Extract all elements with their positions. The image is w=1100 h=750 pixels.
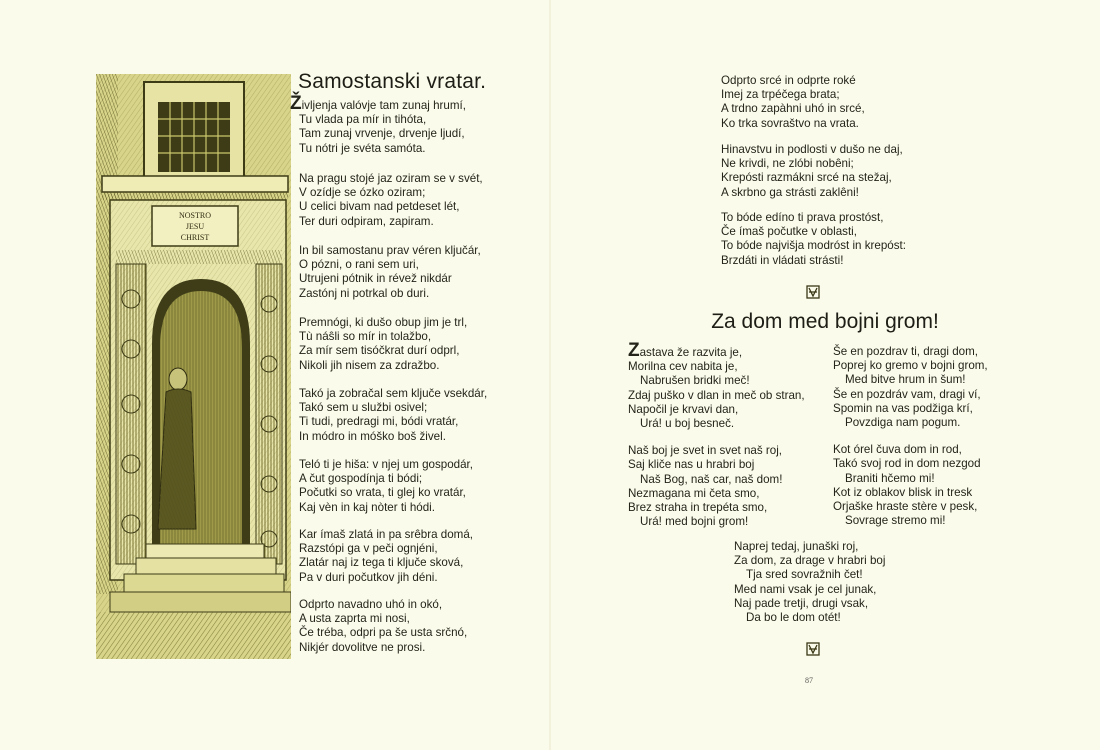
poem-line: Naj pade tretji, drugi vsak,	[734, 596, 869, 610]
poem-line: Nikjér dovolitve ne prosi.	[299, 640, 426, 654]
poem-line: O pózni, o rani sem uri,	[299, 258, 419, 272]
poem-line: In módro in móško boš živel.	[299, 429, 446, 443]
poem-line: Odprto navadno uhó in okó,	[299, 598, 443, 611]
poem-final-stanza	[734, 540, 885, 625]
inscription-line-3: CHRIST	[180, 233, 210, 242]
poem-line: Zastónj ni potrkal ob duri.	[299, 286, 430, 300]
right-top-stanza-1	[721, 74, 865, 131]
poem-line: Razstópi ga v peči ognjéni,	[299, 542, 438, 556]
poem-line: Kaj vèn in kaj nòter ti hódi.	[299, 500, 435, 514]
stanza	[833, 443, 988, 528]
poem-line: Takó sem u službi osivel;	[299, 401, 428, 415]
drop-cap: Z	[628, 340, 640, 361]
poem-line: To bóde edíno ti prava prostóst,	[721, 211, 884, 224]
poem-line: Kot órel čuva dom in rod,	[833, 443, 962, 457]
poem-line: Še en pozdráv vam, dragi ví,	[833, 387, 981, 401]
poem-line: Nabrušen bridki meč!	[640, 374, 750, 388]
right-top-stanza-2	[721, 143, 903, 200]
left-stanza-4	[299, 316, 467, 373]
left-stanza-1	[290, 93, 466, 156]
poem-line-text: ivljenja valóvje tam zunaj hrumí,	[301, 99, 466, 112]
poem-line: Odprto srcé in odprte roké	[721, 74, 856, 87]
poem-line: Če tréba, odpri pa še usta srčnó,	[299, 626, 468, 640]
poem-line: Za dom, za drage v hrabri boj	[734, 554, 886, 568]
poem-line: Spomin na vas podžiga krí,	[833, 401, 973, 415]
ornament-icon	[806, 642, 820, 656]
poem-column-right	[833, 345, 988, 528]
inscription-line-2: JESU	[185, 222, 205, 231]
poem-line: To bóde najvišja modróst in krepóst:	[721, 239, 906, 253]
stanza	[628, 444, 805, 529]
poem-line: A čut gospodínja ti bódi;	[299, 472, 423, 486]
poem-line: Kot iz oblakov blisk in tresk	[833, 485, 973, 499]
poem-line: Ko trka sovraštvo na vrata.	[721, 116, 859, 130]
poem-line: Takó svoj rod in dom nezgod	[833, 457, 981, 471]
poem-line: Morilna cev nabita je,	[628, 360, 738, 374]
poem-line: Imej za trpéčega brata;	[721, 88, 840, 102]
poem-line	[290, 93, 466, 114]
drop-cap: Ž	[290, 93, 302, 114]
poem-line: Ti tudi, predragi mi, bódi vratár,	[299, 415, 459, 429]
ornament-icon	[806, 285, 820, 299]
poem-line: Poprej ko gremo v bojni grom,	[833, 359, 988, 373]
right-top-stanza-3	[721, 211, 906, 268]
stanza	[833, 345, 988, 430]
poem-line: Urá! med bojni grom!	[640, 515, 749, 529]
left-stanza-3	[299, 244, 481, 301]
poem-line: Tja sred sovražnih čet!	[746, 568, 863, 582]
left-stanza-6	[299, 458, 473, 515]
poem-line: U celici bivam nad petdeset lét,	[299, 200, 460, 214]
left-stanza-2	[299, 172, 483, 229]
poem-line: Brzdáti in vládati strásti!	[721, 253, 844, 267]
poem-line: Povzdiga nam pogum.	[845, 416, 961, 430]
poem-line-text: astava že razvita je,	[639, 346, 743, 359]
stanza	[628, 340, 805, 431]
poem-line: V ozídje se ózko oziram;	[299, 186, 426, 200]
poem-line: Saj kliče nas u hrabri boj	[628, 458, 755, 472]
poem-line: Med nami vsak je cel junak,	[734, 582, 877, 596]
poem-line: Naš Bog, naš car, naš dom!	[640, 472, 783, 486]
poem-line: Urá! u boj besneč.	[640, 417, 735, 431]
page-number: 87	[805, 676, 813, 685]
poem-line: Takó ja zobračal sem ključe vsekdár,	[299, 387, 488, 400]
poem-line: Za mír sem tisóčkrat durí odprl,	[299, 344, 460, 358]
left-stanza-5	[299, 387, 487, 444]
left-stanza-7	[299, 528, 473, 585]
poem-line: Krepósti razmákni srcé na stežaj,	[721, 171, 892, 185]
poem-line: A trdno zapàhni uhó in srcé,	[721, 102, 865, 116]
monastery-door-illustration	[96, 74, 291, 659]
poem-line: Zdaj puško v dlan in meč ob stran,	[628, 388, 805, 402]
poem-line: Pa v duri počutkov jih déni.	[299, 570, 438, 584]
poem-line: Napočil je krvavi dan,	[628, 402, 739, 416]
poem-line: Sovrage stremo mi!	[845, 514, 946, 528]
inscription-line-1: NOSTRO	[178, 211, 212, 220]
poem-line: Orjaške hraste stère v pesk,	[833, 500, 978, 514]
poem-title-samostanski-vratar: Samostanski vratar.	[298, 70, 487, 93]
poem-line: Zlatár naj iz tega ti ključe sková,	[299, 556, 464, 570]
poem-line: Tu vlada pa mír in tihóta,	[299, 113, 427, 127]
poem-line: Utrujeni pótnik in révež nikdár	[299, 272, 452, 286]
poem-line: Brez straha in trepéta smo,	[628, 501, 768, 515]
poem-title-za-dom: Za dom med bojni grom!	[711, 310, 939, 333]
poem-line: Da bo le dom otét!	[746, 611, 841, 625]
poem-line: Nezmagana mi četa smo,	[628, 486, 760, 500]
poem-line: Na pragu stojé jaz oziram se v svét,	[299, 172, 483, 185]
poem-line: Med bitve hrum in šum!	[845, 373, 966, 387]
poem-line: Še en pozdrav ti, dragi dom,	[833, 345, 979, 358]
poem-line: A usta zaprta mi nosi,	[299, 612, 410, 626]
poem-line	[628, 340, 805, 361]
poem-line: Nikoli jih nisem za zdražbo.	[299, 358, 440, 372]
poem-line: Hinavstvu in podlosti v dušo ne daj,	[721, 143, 903, 156]
poem-line: Kar ímaš zlatá in pa srêbra domá,	[299, 528, 473, 541]
poem-line: Tam zunaj vrvenje, drvenje ljudí,	[299, 127, 465, 141]
poem-column-left	[628, 340, 805, 529]
poem-line: Braniti hčemo mi!	[845, 471, 935, 485]
poem-line: Naprej tedaj, junaški roj,	[734, 540, 859, 553]
poem-line: Premnógi, ki dušo obup jim je trl,	[299, 316, 468, 329]
poem-line: Tu nótri je svéta samóta.	[299, 141, 426, 155]
left-stanza-8	[299, 598, 467, 655]
poem-line: Tù náŝli so mír in tolažbo,	[299, 330, 432, 344]
poem-line: Ne krivdi, ne zlóbi nobêni;	[721, 157, 854, 171]
poem-line: Če ímaš počutke v oblasti,	[721, 225, 857, 239]
poem-line: Teló ti je hiša: v njej um gospodár,	[299, 458, 474, 471]
poem-line: Naš boj je svet in svet naš roj,	[628, 444, 783, 458]
poem-line: Počutki so vrata, ti glej ko vratár,	[299, 486, 466, 500]
poem-line: In bil samostanu prav véren ključár,	[299, 244, 481, 257]
poem-line: A skrbno ga strásti zaklêni!	[721, 185, 859, 199]
poem-line: Ter duri odpiram, zapiram.	[299, 214, 434, 228]
